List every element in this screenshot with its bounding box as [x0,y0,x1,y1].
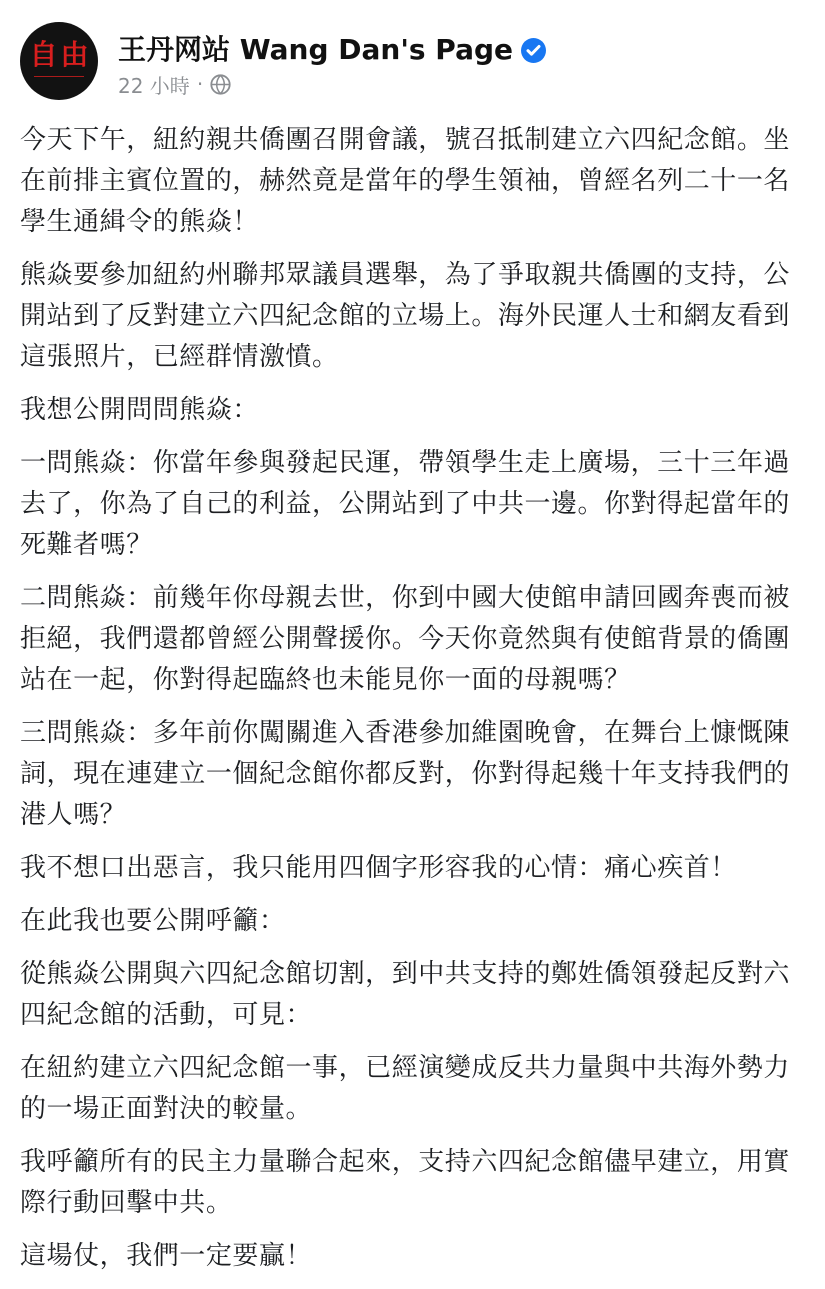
post-paragraph-1: 今天下午，紐約親共僑團召開會議，號召抵制建立六四紀念館。坐在前排主賓位置的，赫然竟是當年的學生領袖，曾經名列二十一名學生通緝令的熊焱！ [20,125,790,237]
avatar-logo-character-1: 自 [29,38,58,71]
post-paragraph-2: 熊焱要參加紐約州聯邦眾議員選舉，為了爭取親共僑團的支持，公開站到了反對建立六四紀念館的立場上。海外民運人士和網友看到這張照片，已經群情激憤。 [20,260,790,372]
post-meta [118,70,231,98]
post-paragraph-10: 在紐約建立六四紀念館一事，已經演變成反共力量與中共海外勢力的一場正面對決的較量。 [20,1053,790,1124]
avatar-logo-character-2: 由 [60,38,89,71]
avatar-logo [28,38,90,72]
post-header [18,18,808,102]
post-paragraph-5: 二問熊焱：前幾年你母親去世，你到中國大使館申請回國奔喪而被拒絕，我們還都曾經公開聲援你。今天你竟然與有使館背景的僑團站在一起，你對得起臨終也未能見你一面的母親嗎？ [20,583,790,695]
post-paragraph-9: 從熊焱公開與六四紀念館切割，到中共支持的鄭姓僑領發起反對六四紀念館的活動，可見： [20,959,790,1030]
post-paragraph-6: 三問熊焱：多年前你闖關進入香港參加維園晚會，在舞台上慷慨陳詞，現在連建立一個紀念館你都反對，你對得起幾十年支持我們的港人嗎？ [20,718,790,830]
post-paragraph-7: 我不想口出惡言，我只能用四個字形容我的心情：痛心疾首！ [20,853,737,883]
globe-icon[interactable] [210,74,231,95]
post-paragraph-3: 我想公開問問熊焱： [20,395,259,425]
post-body [20,120,808,1289]
post-paragraph-12: 這場仗，我們一定要贏！ [20,1241,313,1271]
verified-badge-icon [521,38,546,63]
avatar-logo-divider [34,76,84,77]
post-timestamp[interactable]: 22 小時 [118,73,190,98]
post-paragraph-11: 我呼籲所有的民主力量聯合起來，支持六四紀念館儘早建立，用實際行動回擊中共。 [20,1147,790,1218]
post-paragraph-8: 在此我也要公開呼籲： [20,906,286,936]
page-avatar[interactable] [20,22,98,100]
meta-separator: · [196,72,204,96]
page-name-link[interactable]: 王丹网站 Wang Dan's Page [118,33,514,66]
post-paragraph-4: 一問熊焱：你當年參與發起民運，帶領學生走上廣場，三十三年過去了，你為了自己的利益，公開站到了中共一邊。你對得起當年的死難者嗎？ [20,448,790,560]
author-line [118,30,546,70]
